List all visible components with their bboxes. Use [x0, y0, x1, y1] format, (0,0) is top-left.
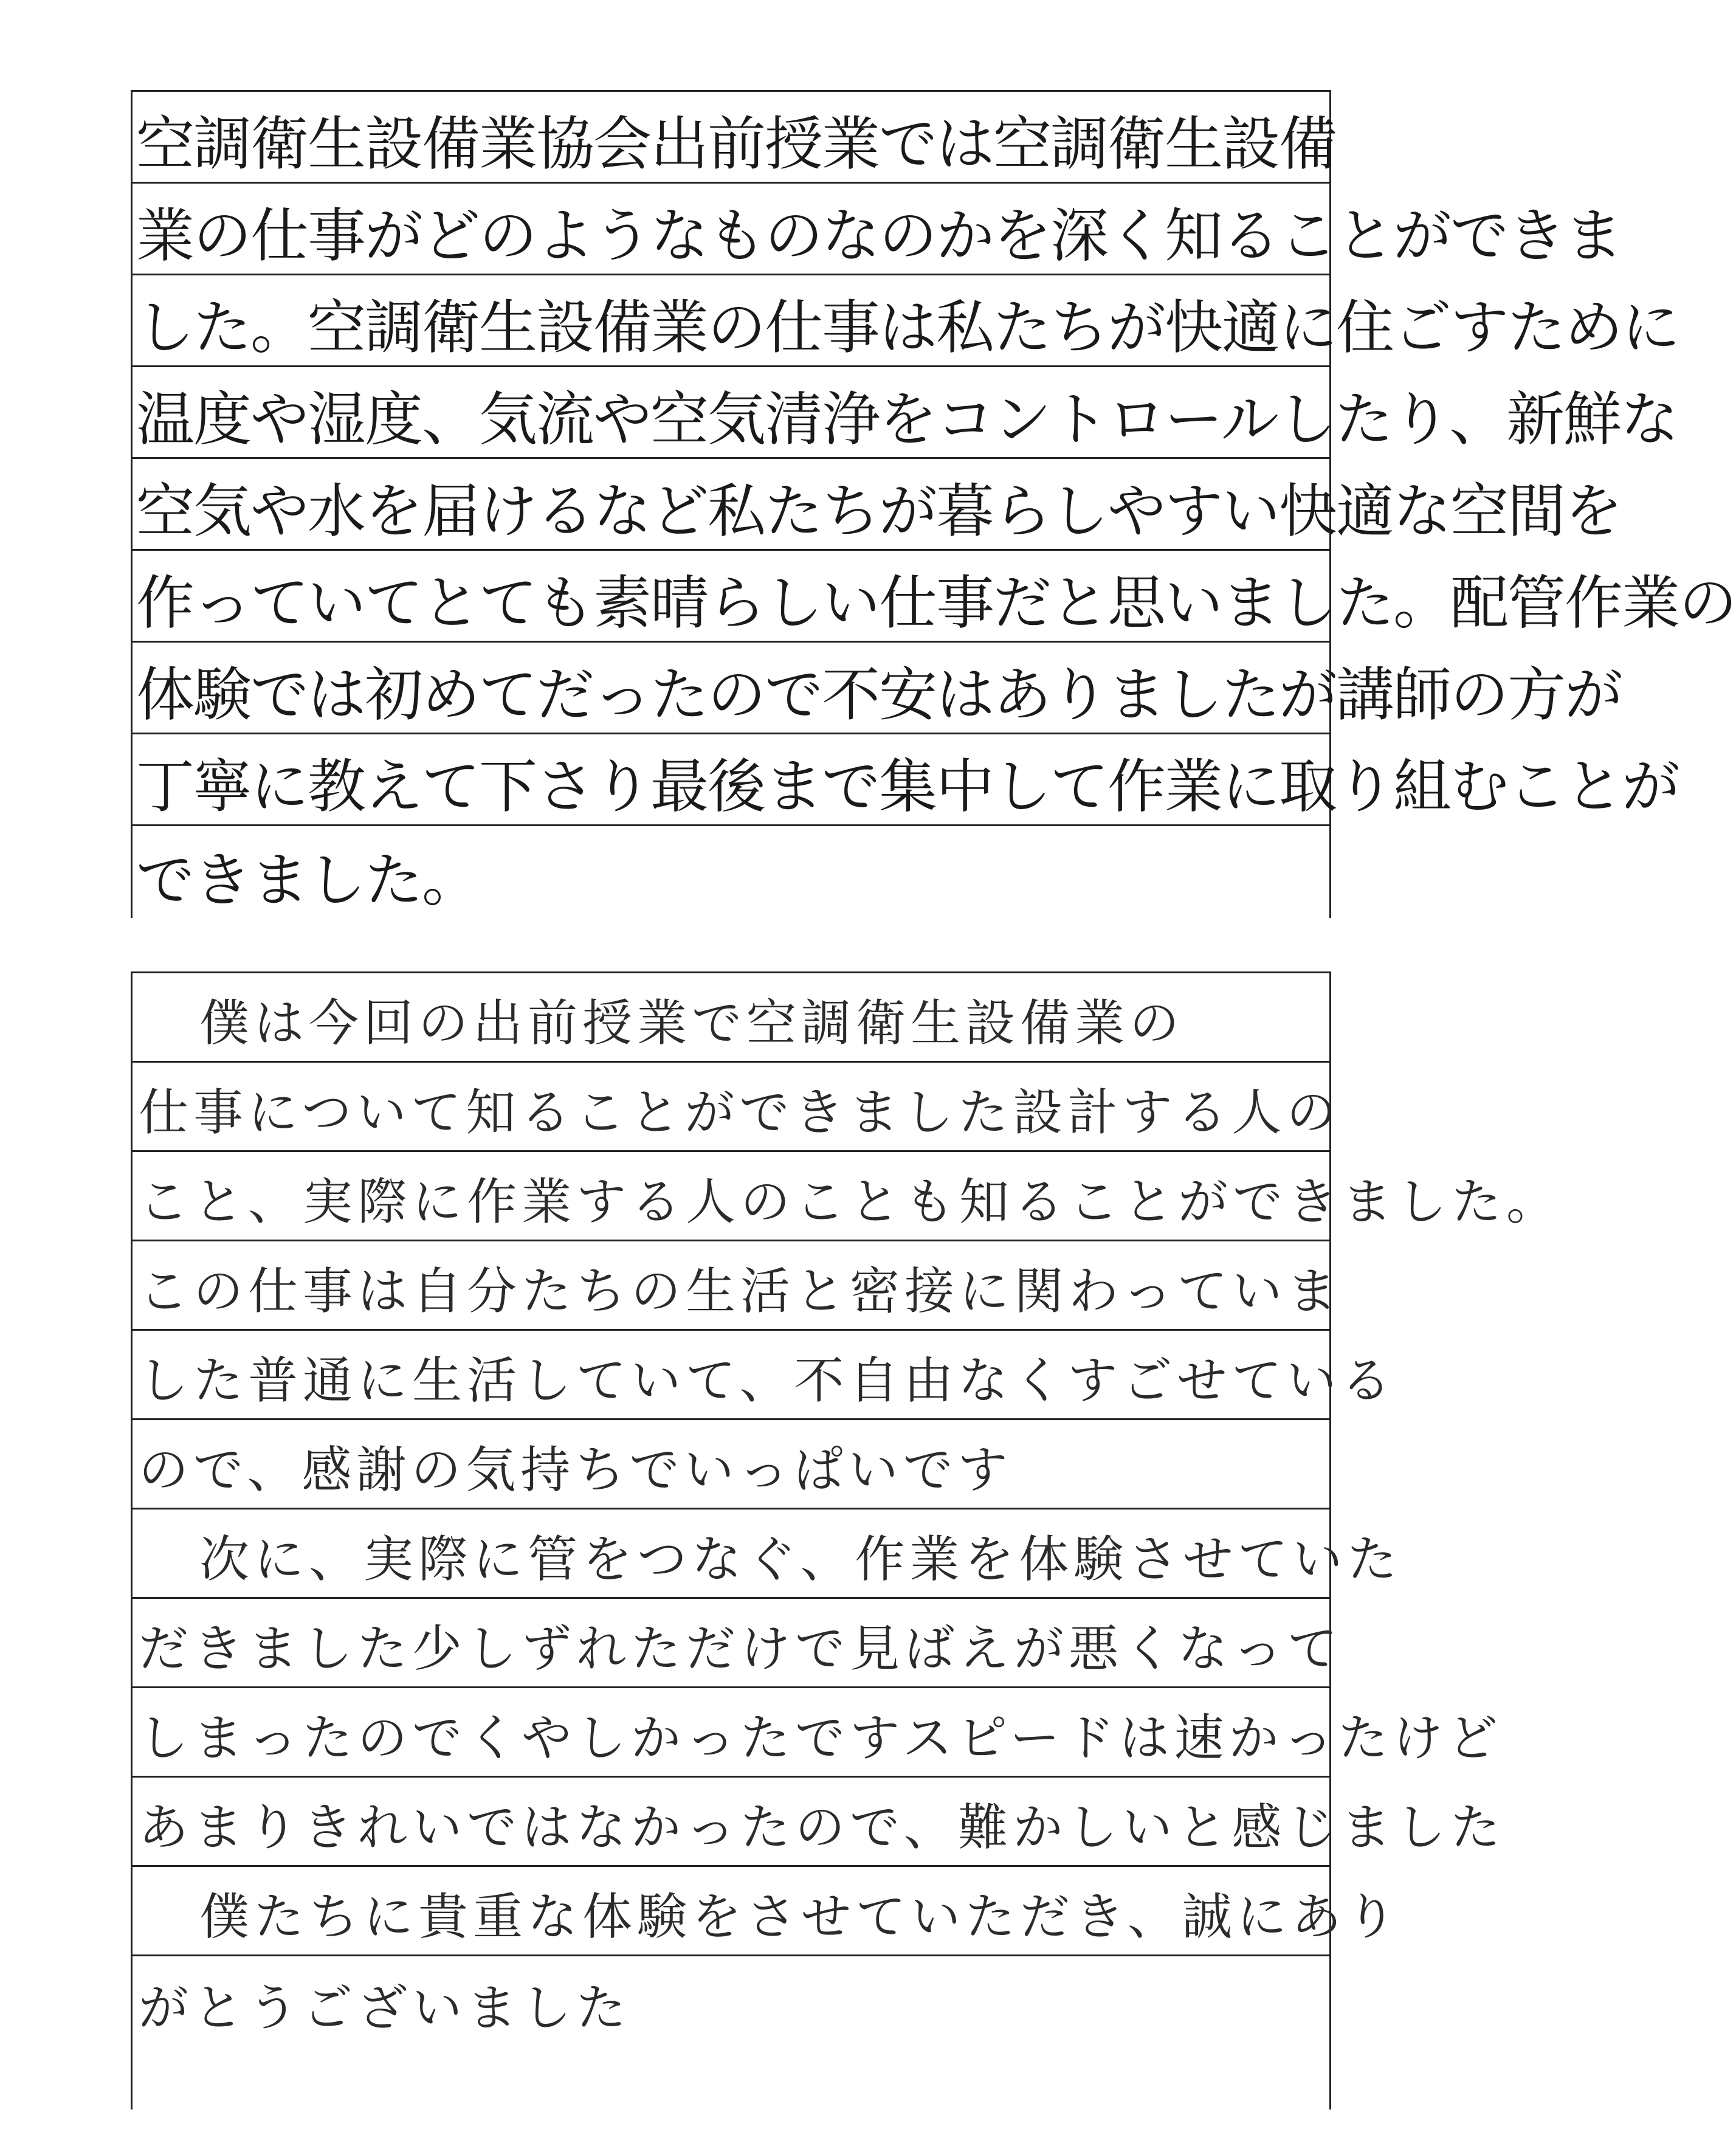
essay-two-line-text: 次に、実際に管をつなぐ、作業を体験させていた	[199, 1531, 1402, 1589]
essay-one-line-text: 温度や湿度、気流や空気清浄をコントロールしたり、新鮮な	[136, 385, 1678, 454]
essay-two-line	[133, 1152, 1562, 1241]
essay-one-line	[133, 275, 1679, 367]
essay-one-line-text: 体験では初めてだったので不安はありましたが講師の方が	[136, 661, 1622, 729]
essay-one-line	[133, 734, 1679, 826]
essay-two-line	[133, 1867, 1401, 1956]
essay-one-line	[133, 551, 1736, 643]
essay-one-line	[133, 459, 1622, 551]
essay-one-line-text: 空気や水を届けるなど私たちが暮らしやすい快適な空間を	[136, 477, 1622, 545]
essay-sheet-two	[131, 971, 1562, 2110]
essay-one-line	[133, 184, 1622, 275]
essay-two-line-text: この仕事は自分たちの生活と密接に関わっていま	[139, 1263, 1342, 1320]
essay-one-line-text: 作っていてとても素晴らしい仕事だと思いました。配管作業の	[136, 569, 1736, 637]
essay-two-line	[133, 1420, 1329, 1509]
essay-one-line	[133, 826, 1329, 918]
essay-one-line	[133, 367, 1678, 459]
essay-two-line	[133, 1956, 1329, 2046]
essay-two-line-text: 僕は今回の出前授業で空調衛生設備業の	[199, 995, 1185, 1052]
essay-two-line-text: 仕事について知ることができました設計する人の	[139, 1084, 1342, 1142]
essay-sheet-one	[131, 90, 1736, 918]
essay-one-line-text: 空調衛生設備業協会出前授業では空調衛生設備	[136, 110, 1336, 178]
essay-two-line	[133, 1331, 1396, 1420]
essay-two-line-text: 僕たちに貴重な体験をさせていただき、誠にあり	[199, 1888, 1401, 1946]
essay-two-line-text: ので、感謝の気持ちでいっぱいです	[139, 1441, 1013, 1499]
essay-two-line	[133, 973, 1329, 1063]
essay-one-line-text: 丁寧に教えて下さり最後まで集中して作業に取り組むことが	[136, 753, 1679, 821]
essay-two-line	[133, 1778, 1506, 1867]
essay-two-line-text: こと、実際に作業する人のことも知ることができました。	[139, 1173, 1562, 1231]
essay-two-line-text: がとうございました	[139, 1979, 632, 2037]
essay-two-line	[133, 1599, 1343, 1688]
essay-one-line-text: した。空調衛生設備業の仕事は私たちが快適に住ごすために	[136, 294, 1679, 362]
essay-two-line	[133, 1688, 1503, 1778]
essay-one-line-text: 業の仕事がどのようなものなのかを深く知ることができま	[136, 202, 1622, 270]
essay-one-line	[133, 643, 1622, 734]
essay-two-line-text: だきました少しずれただけで見ばえが悪くなって	[139, 1620, 1343, 1678]
essay-two-line	[133, 1509, 1402, 1599]
essay-one-line	[133, 92, 1336, 184]
essay-two-line-text: あまりきれいではなかったので、難かしいと感じました	[139, 1799, 1506, 1857]
essay-two-line-text: した普通に生活していて、不自由なくすごせている	[139, 1352, 1396, 1410]
essay-one-line-text: できました。	[136, 846, 479, 914]
essay-two-line-text: しまったのでくやしかったですスピードは速かったけど	[139, 1709, 1503, 1767]
essay-two-line	[133, 1241, 1342, 1331]
essay-two-line	[133, 1063, 1342, 1152]
